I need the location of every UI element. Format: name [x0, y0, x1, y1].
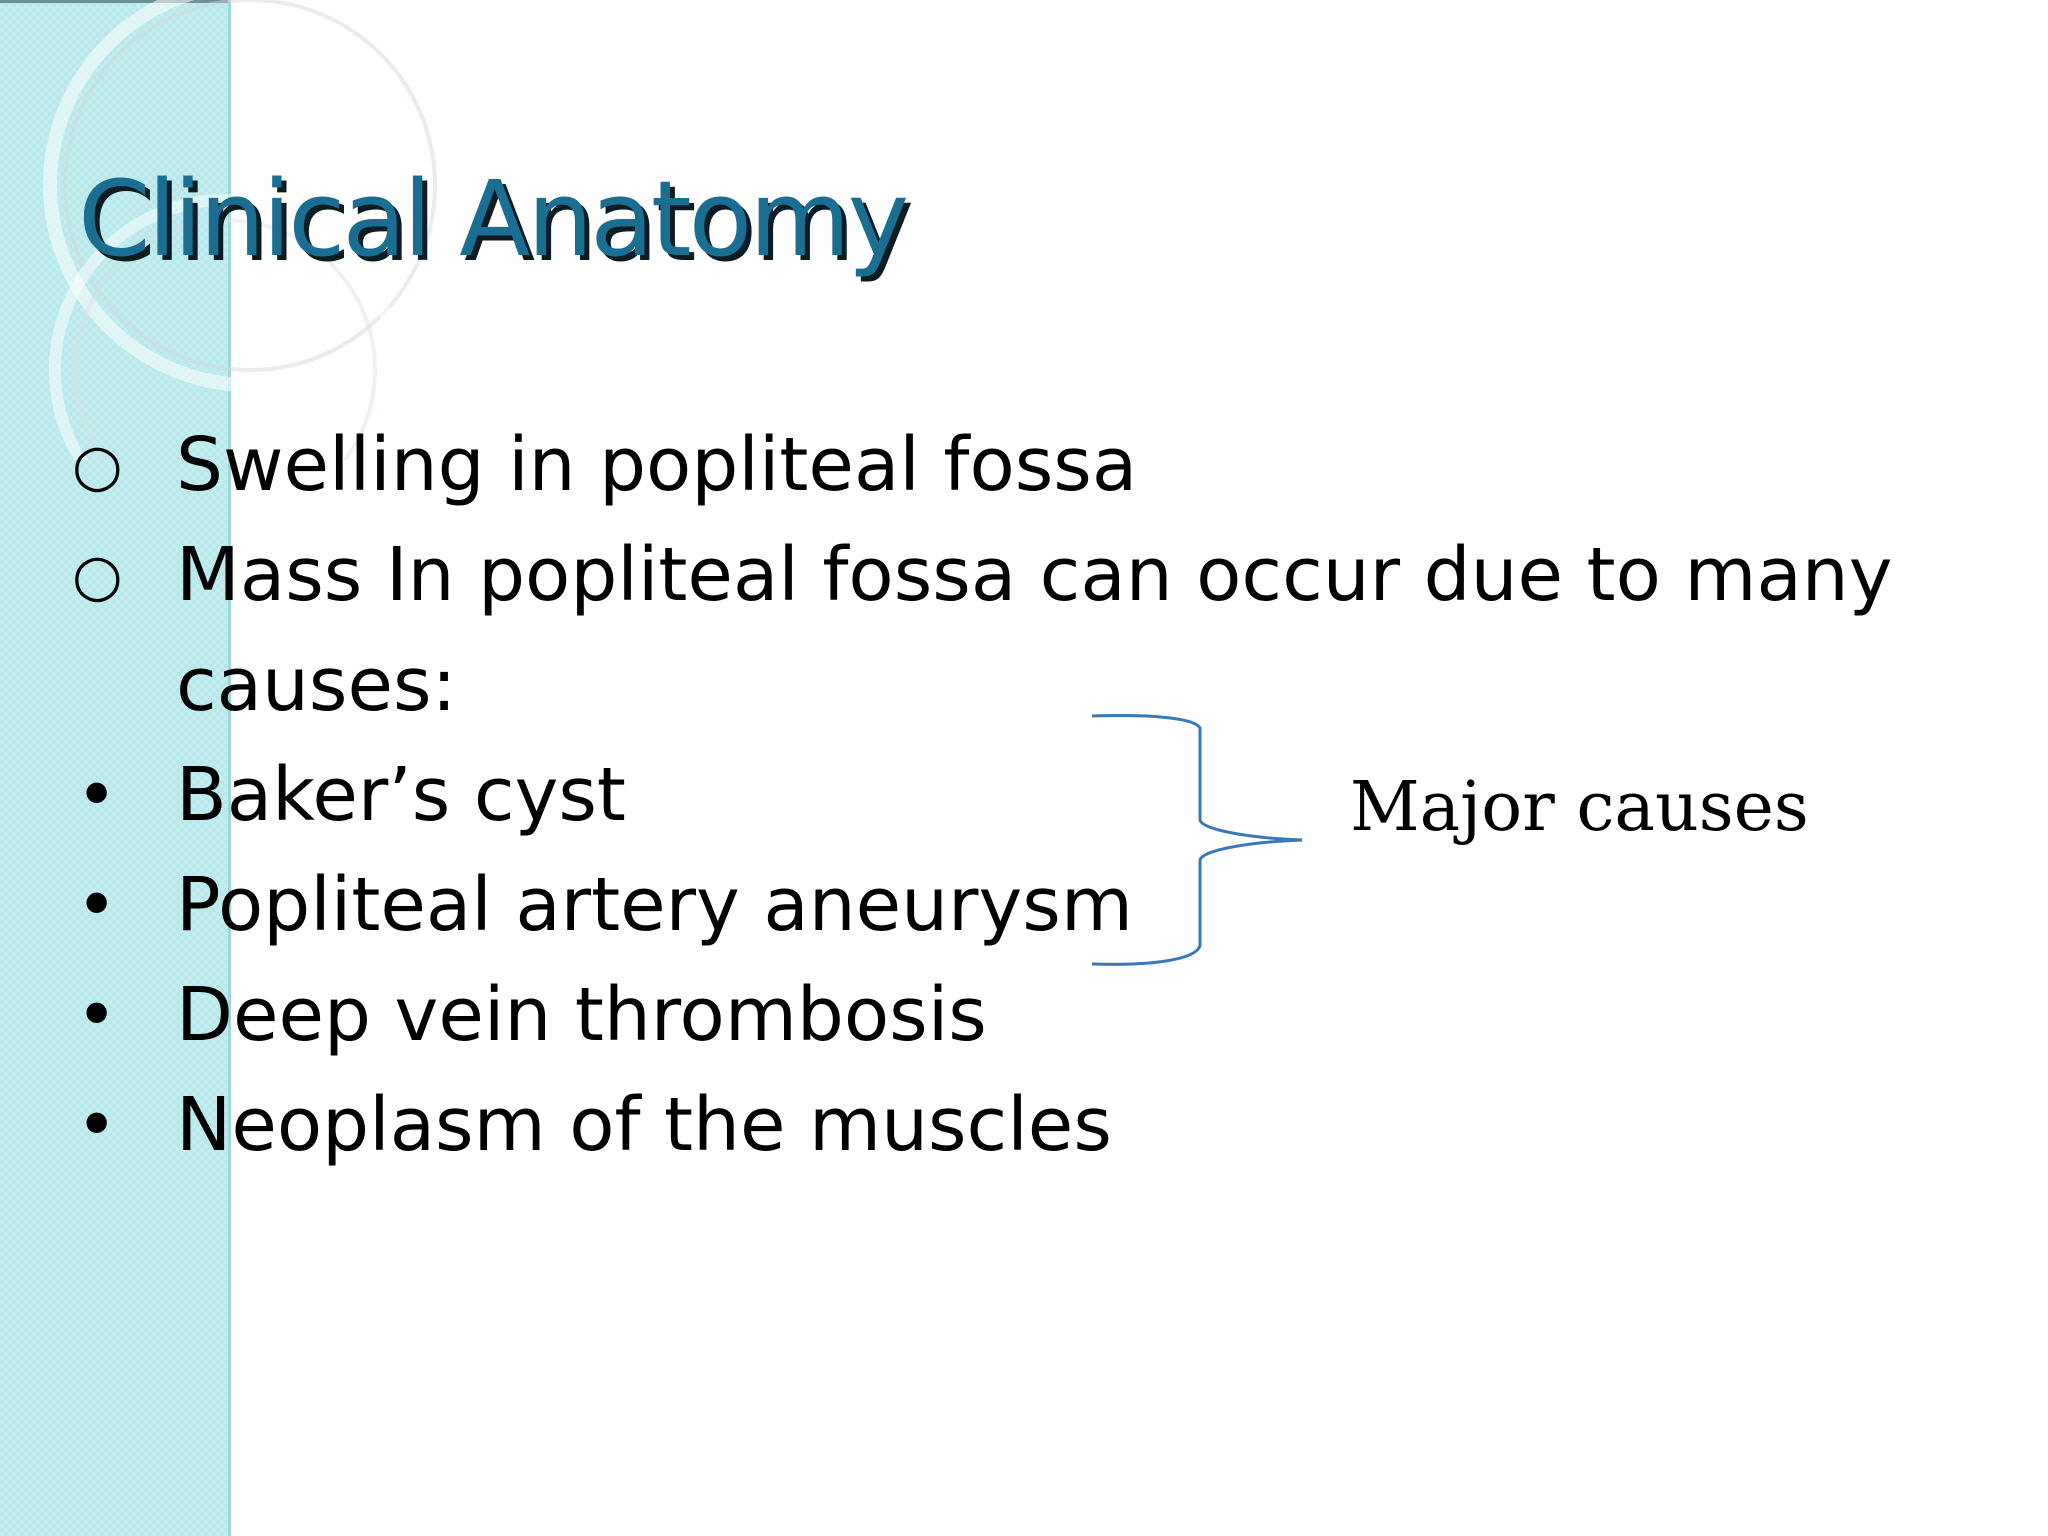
list-item [72, 850, 1972, 960]
list-item [72, 520, 1972, 630]
hollow-bullet-icon: ○ [72, 541, 123, 609]
list-item-text: Popliteal artery aneurysm [176, 862, 1133, 948]
list-item-text: Mass In popliteal fossa can occur due to many [176, 532, 1893, 618]
bullet-icon: • [76, 754, 118, 836]
right-brace-icon [1090, 710, 1310, 970]
band-top-edge [0, 0, 228, 3]
list-item [72, 960, 1972, 1070]
bullet-icon: • [76, 1084, 118, 1166]
major-causes-annotation: Major causes [1350, 768, 1809, 847]
bullet-icon: • [76, 974, 118, 1056]
list-item-text: Swelling in popliteal fossa [176, 422, 1138, 508]
list-item-text: Neoplasm of the muscles [176, 1082, 1112, 1168]
list-item-continuation [72, 630, 1972, 740]
slide-title: Clinical Anatomy [78, 158, 907, 280]
bullet-icon: • [76, 864, 118, 946]
list-item [72, 1070, 1972, 1180]
list-item-text: Deep vein thrombosis [176, 972, 987, 1058]
hollow-bullet-icon: ○ [72, 431, 123, 499]
list-item-text: causes: [176, 642, 457, 728]
list-item-text: Baker’s cyst [176, 752, 626, 838]
list-item [72, 410, 1972, 520]
